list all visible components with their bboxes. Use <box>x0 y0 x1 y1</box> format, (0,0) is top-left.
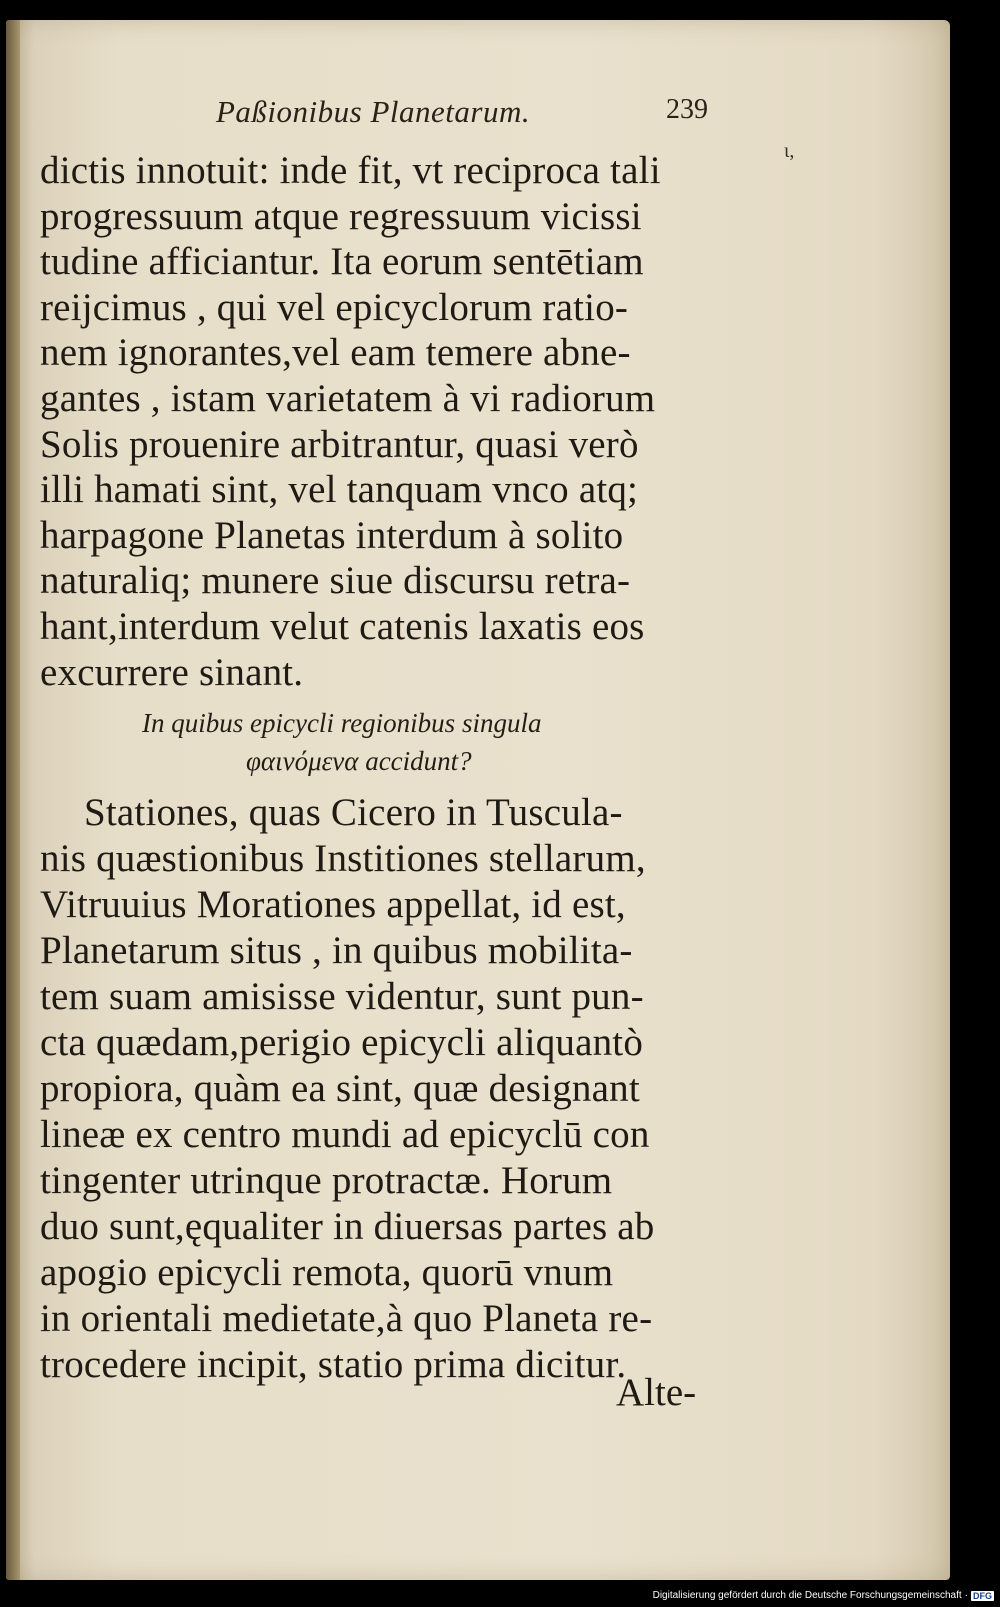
text-line: nem ignorantes,vel eam temere abne- <box>40 331 631 375</box>
text-line: dictis innotuit: inde fit, vt reciproca tali <box>40 149 661 192</box>
text-line: in orientali medietate,à quo Planeta re- <box>40 1297 653 1340</box>
paragraph-1 <box>40 148 730 695</box>
paragraph-2 <box>40 790 730 1388</box>
heading-line: In quibus epicycli regionibus singula <box>142 708 542 738</box>
heading-line: φαινόμενα accidunt? <box>246 746 472 776</box>
text-line: Vitruuius Morationes appellat, id est, <box>40 883 626 926</box>
section-heading <box>40 704 730 780</box>
catchword: Alte- <box>616 1371 697 1414</box>
text-line: apogio epicycli remota, quorū vnum <box>40 1251 614 1294</box>
text-line: hant,interdum velut catenis laxatis eos <box>40 604 645 648</box>
page-gutter <box>6 20 20 1580</box>
text-line: nis quæstionibus Institiones stellarum, <box>40 837 646 880</box>
text-line: Solis prouenire arbitrantur, quasi verò <box>40 422 639 466</box>
text-line: tudine afficiantur. Ita eorum sentētiam <box>40 240 644 284</box>
text-line: trocedere incipit, statio prima dicitur. <box>40 1343 627 1386</box>
text-line: lineæ ex centro mundi ad epicyclū con <box>40 1113 650 1156</box>
text-line: harpagone Planetas interdum à solito <box>40 513 624 557</box>
text-line: tem suam amisisse videntur, sunt pun- <box>40 975 644 1018</box>
text-line: reijcimus , qui vel epicyclorum ratio- <box>40 285 629 329</box>
text-line: Stationes, quas Cicero in Tuscula- <box>84 791 623 834</box>
page-number: 239 <box>666 94 708 125</box>
text-line: duo sunt,ęqualiter in diuersas partes ab <box>40 1205 655 1248</box>
text-line: gantes , istam varietatem à vi radiorum <box>40 376 656 420</box>
text-line: illi hamati sint, vel tanquam vnco atq; <box>40 468 639 512</box>
margin-mark: ι, <box>784 140 795 162</box>
text-line: cta quædam,perigio epicycli aliquantò <box>40 1021 644 1064</box>
book-page <box>6 20 950 1580</box>
text-line: excurrere sinant. <box>40 650 304 694</box>
dfg-logo: DFG <box>973 1590 992 1601</box>
credit-text: Digitalisierung gefördert durch die Deutsche Forschungsgemeinschaft <box>652 1590 962 1601</box>
digitization-credit: Digitalisierung gefördert durch die Deutsche Forschungsgemeinschaft · DFG <box>652 1590 992 1601</box>
text-line: tingenter utrinque protractæ. Horum <box>40 1159 613 1202</box>
text-line: Planetarum situs , in quibus mobilita- <box>40 929 633 972</box>
running-title: Paßionibus Planetarum. <box>216 94 531 129</box>
text-line: propiora, quàm ea sint, quæ designant <box>40 1067 640 1110</box>
text-line: progressuum atque regressuum vicissi <box>40 194 642 238</box>
text-line: naturaliq; munere siue discursu retra- <box>40 559 631 603</box>
page-header <box>6 74 950 129</box>
